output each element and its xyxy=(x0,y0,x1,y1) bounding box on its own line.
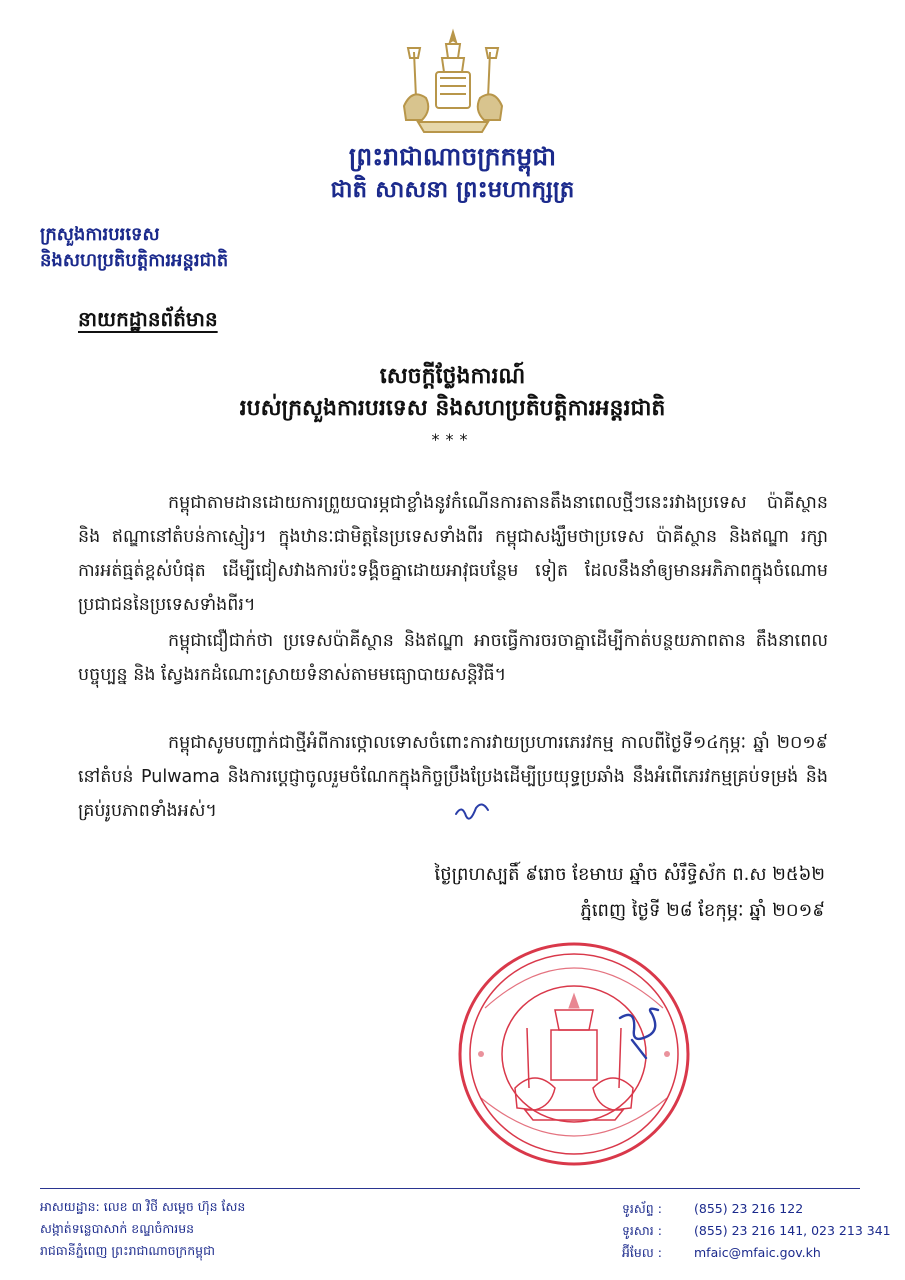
statement-subtitle: របស់ក្រសួងការបរទេស និងសហប្រតិបត្តិការអន្តរជាតិ xyxy=(239,396,666,421)
signature-mark-icon xyxy=(612,1000,672,1060)
paragraph-text: កម្ពុជាជឿជាក់ថា ប្រទេសប៉ាគីស្ថាន និងឥណ្ឌា អាចធ្វើការចរចាគ្នាដើម្បីកាត់បន្ថយភាពតាន តឹងនាពេលបច្ចុប្បន្ន និង ស្វែងរកដំណោះស្រាយទំនាស់តាមមធ្យោបាយសន្តិវិធី។ xyxy=(78,631,828,685)
email-link[interactable]: mfaic@mfaic.gov.kh xyxy=(694,1245,821,1260)
royal-emblem-icon xyxy=(398,28,508,136)
email-row xyxy=(622,1242,891,1264)
footer-divider xyxy=(40,1188,860,1189)
paragraph-text: កម្ពុជាតាមដានដោយការព្រួយបារម្ភជាខ្លាំងនូវកំណើនការតានតឹងនាពេលថ្មីៗនេះរវាងប្រទេស ប៉ាគីស្ថាន និង ឥណ្ឌានៅតំបន់កាស្មៀរ។ ក្នុងឋានៈជាមិត្តនៃប្រទេសទាំងពីរ កម្ពុជាសង្ឃឹមថាប្រទេស ប៉ាគីស្ថាន និងឥណ្ឌា រក្សាការអត់ធ្មត់ខ្ពស់បំផុត ដើម្បីជៀសវាងការប៉ះទង្គិចគ្នាដោយអាវុធបន្ថែម ទៀត ដែលនឹងនាំឲ្យមានអភិភាពក្នុងចំណោមប្រជាជននៃប្រទេសទាំងពីរ។ xyxy=(78,493,828,615)
phone-value: (855) 23 216 122 xyxy=(694,1201,804,1216)
kingdom-title: ព្រះរាជាណាចក្រកម្ពុជា xyxy=(348,142,557,171)
footer-address xyxy=(40,1196,245,1262)
fax-value: (855) 23 216 141, 023 213 341 xyxy=(694,1223,891,1238)
ministry-name-line2: និងសហប្រតិបត្តិការអន្តរជាតិ xyxy=(40,250,229,271)
fax-row xyxy=(622,1220,891,1242)
lunar-date: ថ្ងៃព្រហស្បតិ៍ ៩រោច ខែមាឃ ឆ្នាំច សំរឹទ្ធិស័ក ព.ស ២៥៦២ xyxy=(434,864,825,885)
department-name: នាយកដ្ឋានព័ត៌មាន xyxy=(78,307,218,331)
national-motto: ជាតិ សាសនា ព្រះមហាក្សត្រ xyxy=(330,177,575,203)
body-paragraph xyxy=(78,624,828,692)
body-paragraph xyxy=(78,486,828,622)
address-line: រាជធានីភ្នំពេញ ព្រះរាជាណាចក្រកម្ពុជា xyxy=(40,1243,215,1258)
footer-contact xyxy=(622,1198,891,1264)
address-line: សង្កាត់ទន្លេបាសាក់ ខណ្ឌចំការមន xyxy=(40,1221,195,1236)
phone-row xyxy=(622,1198,891,1220)
ministry-name-line1: ក្រសួងការបរទេស xyxy=(40,224,160,245)
solar-date: ភ្នំពេញ ថ្ងៃទី ២៨ ខែកុម្ភៈ ឆ្នាំ ២០១៩ xyxy=(580,900,825,921)
email-label: អ៊ីមែល : xyxy=(622,1245,662,1260)
initials-mark-icon xyxy=(452,800,492,824)
fax-label: ទូរសារ : xyxy=(622,1223,662,1238)
paragraph-text: កម្ពុជាសូមបញ្ជាក់ជាថ្មីអំពីការថ្កោលទោសចំពោះការវាយប្រហារភេរវកម្ម កាលពីថ្ងៃទី១៤កុម្ភៈ ឆ្នាំ ២០១៩ នៅតំបន់ Pulwama និងការប្តេជ្ញាចូលរួមចំណែកក្នុងកិច្ចប្រឹងប្រែងដើម្បីប្រយុទ្ធប្រឆាំង នឹងអំពើភេរវកម្មគ្រប់ទម្រង់ និងគ្រប់រូបភាពទាំងអស់។ xyxy=(78,733,828,821)
title-separator: *** xyxy=(431,430,474,449)
address-line: អាសយដ្ឋាន: លេខ ៣ វិថី សម្តេច ហ៊ុន សែន xyxy=(40,1199,246,1214)
phone-label: ទូរស័ព្ទ : xyxy=(622,1201,662,1216)
statement-title: សេចក្តីថ្លែងការណ៍ xyxy=(379,364,526,389)
